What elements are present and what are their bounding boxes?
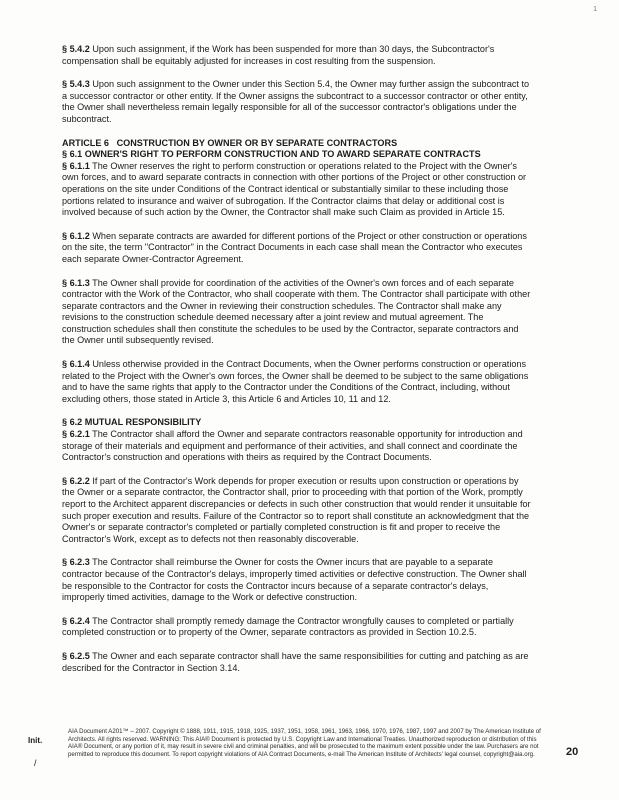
section-number: § 6.1.3 bbox=[62, 277, 90, 288]
paragraph-text: When separate contracts are awarded for different portions of the Project or other construction or operations on the site, the term "Contractor" in the Contract Documents in each case shall mean the Contractor who executes each separate Owner-Contractor Agreement. bbox=[62, 230, 527, 264]
paragraph-text: Unless otherwise provided in the Contract Documents, when the Owner performs construction or operations related to the Project with the Owner's own forces, the Owner shall be deemed to be subject to the same obligations and to have the same rights that apply to the Contractor under the Conditions of the Contract, including, without excluding others, those stated in Article 3, this Article 6 and Articles 10, 11 and 12. bbox=[62, 359, 529, 404]
paragraph-text: If part of the Contractor's Work depends for proper execution or results upon construction or operations by the Owner or a separate contractor, the Contractor shall, prior to proceeding with that portion of the Work, promptly report to the Architect apparent discrepancies or defects in such other construction that would render it unsuitable for such proper execution and results. Failure of the Contractor so to report shall constitute an acknowledgment that the Owner's or separate contractor's completed or partially completed construction is fit and proper to receive the Contractor's Work, except as to defects not then reasonably discoverable. bbox=[62, 475, 531, 544]
paragraph-6-1-2 bbox=[62, 231, 532, 266]
page-number: 20 bbox=[566, 746, 579, 758]
page-corner-mark: 1 bbox=[593, 6, 597, 13]
section-number: § 5.4.3 bbox=[62, 79, 90, 90]
paragraph-text: The Owner and each separate contractor shall have the same responsibilities for cutting and patching as are described for the Contractor in Section 3.14. bbox=[62, 650, 529, 673]
paragraph-6-2-2 bbox=[62, 476, 532, 546]
document-body bbox=[62, 44, 532, 674]
paragraph-6-1-4 bbox=[62, 359, 532, 405]
section-number: § 6.1.1 bbox=[62, 160, 90, 171]
paragraph-6-2-1 bbox=[62, 429, 532, 464]
section-number: § 5.4.2 bbox=[62, 44, 90, 54]
paragraph-text: Upon such assignment, if the Work has been suspended for more than 30 days, the Subcontractor's compensation shall be equitably adjusted for increases in cost resulting from the suspension. bbox=[62, 44, 495, 66]
paragraph-6-1-3 bbox=[62, 278, 532, 348]
paragraph-text: Upon such assignment to the Owner under this Section 5.4, the Owner may further assign the subcontract to a successor contractor or other entity. If the Owner assigns the subcontract to a successor contractor or other entity, the Owner shall nevertheless remain legally responsible for all of the successor contractor's obligations under the subcontract. bbox=[62, 79, 530, 124]
section-6-1-heading: § 6.1 OWNER'S RIGHT TO PERFORM CONSTRUCTION AND TO AWARD SEPARATE CONTRACTS bbox=[62, 149, 481, 160]
section-6-2-heading: § 6.2 MUTUAL RESPONSIBILITY bbox=[62, 417, 202, 428]
paragraph-6-2-5 bbox=[62, 651, 532, 674]
paragraph-text: The Contractor shall afford the Owner and separate contractors reasonable opportunity for introduction and storage of their materials and equipment and performance of their activities, and shall connect and coordinate the Contractor's construction and operations with theirs as required by the Contract Documents. bbox=[62, 429, 523, 463]
paragraph-text: The Owner reserves the right to perform construction or operations related to the Project with the Owner's own forces, and to award separate contracts in connection with other portions of the Project or other construction or operations on the site under Conditions of the Contract identical or substantially similar to these including those portions related to insurance and waiver of subrogation. If the Contractor claims that delay or additional cost is involved because of such action by the Owner, the Contractor shall make such Claim as provided in Article 15. bbox=[62, 160, 527, 218]
page-footer bbox=[0, 716, 619, 800]
section-number: § 6.1.4 bbox=[62, 359, 90, 370]
paragraph-text: The Contractor shall promptly remedy damage the Contractor wrongfully causes to completed or partially completed construction or to property of the Owner, separate contractors as provided in Section 10.2.5. bbox=[62, 615, 514, 638]
section-number: § 6.2.5 bbox=[62, 650, 90, 661]
copyright-notice: AIA Document A201™ – 2007. Copyright © 1888, 1911, 1915, 1918, 1925, 1937, 1951, 1958, 1961, 1963, 1966, 1970, 1976, 1987, 1997 and 2007 by The American Institute of Architects. All rights reserved. WARNING: This AIA® Document is protected by U.S. Copyright Law and International Treaties. Unauthorized reproduction or distribution of this AIA® Document, or any portion of it, may result in severe civil and criminal penalties, and will be prosecuted to the maximum extent possible under the law. Purchasers are not permitted to reproduce this document. To report copyright violations of AIA Contract Documents, e-mail The American Institute of Architects' legal counsel, copyright@aia.org. bbox=[68, 728, 541, 758]
paragraph-5-4-2 bbox=[62, 44, 532, 67]
section-number: § 6.2.1 bbox=[62, 429, 90, 440]
paragraph-6-2-4 bbox=[62, 616, 532, 639]
initials-mark: / bbox=[34, 758, 37, 768]
paragraph-text: The Owner shall provide for coordination of the activities of the Owner's own forces and of each separate contractor with the Work of the Contractor, who shall cooperate with them. The Contractor shall participate with other separate contractors and the Owner in reviewing their construction schedules. The Contractor shall make any revisions to the construction schedule deemed necessary after a joint review and mutual agreement. The construction schedules shall then constitute the schedules to be used by the Contractor, separate contractors and the Owner until subsequently revised. bbox=[62, 277, 531, 346]
section-number: § 6.2.3 bbox=[62, 557, 90, 568]
section-number: § 6.1.2 bbox=[62, 230, 90, 241]
paragraph-text: The Contractor shall reimburse the Owner for costs the Owner incurs that are payable to a separate contractor because of the Contractor's delays, improperly timed activities or defective construction. The Owner shall be responsible to the Contractor for costs the Contractor incurs because of a separate contractor's delays, improperly timed activities, damage to the Work or defective construction. bbox=[62, 557, 527, 603]
initials-label: Init. bbox=[28, 736, 43, 745]
article-6-heading: ARTICLE 6 CONSTRUCTION BY OWNER OR BY SEPARATE CONTRACTORS bbox=[62, 137, 398, 148]
paragraph-6-1-1 bbox=[62, 161, 532, 219]
section-number: § 6.2.4 bbox=[62, 615, 90, 626]
section-number: § 6.2.2 bbox=[62, 475, 90, 486]
paragraph-5-4-3 bbox=[62, 79, 532, 125]
paragraph-6-2-3 bbox=[62, 557, 532, 603]
